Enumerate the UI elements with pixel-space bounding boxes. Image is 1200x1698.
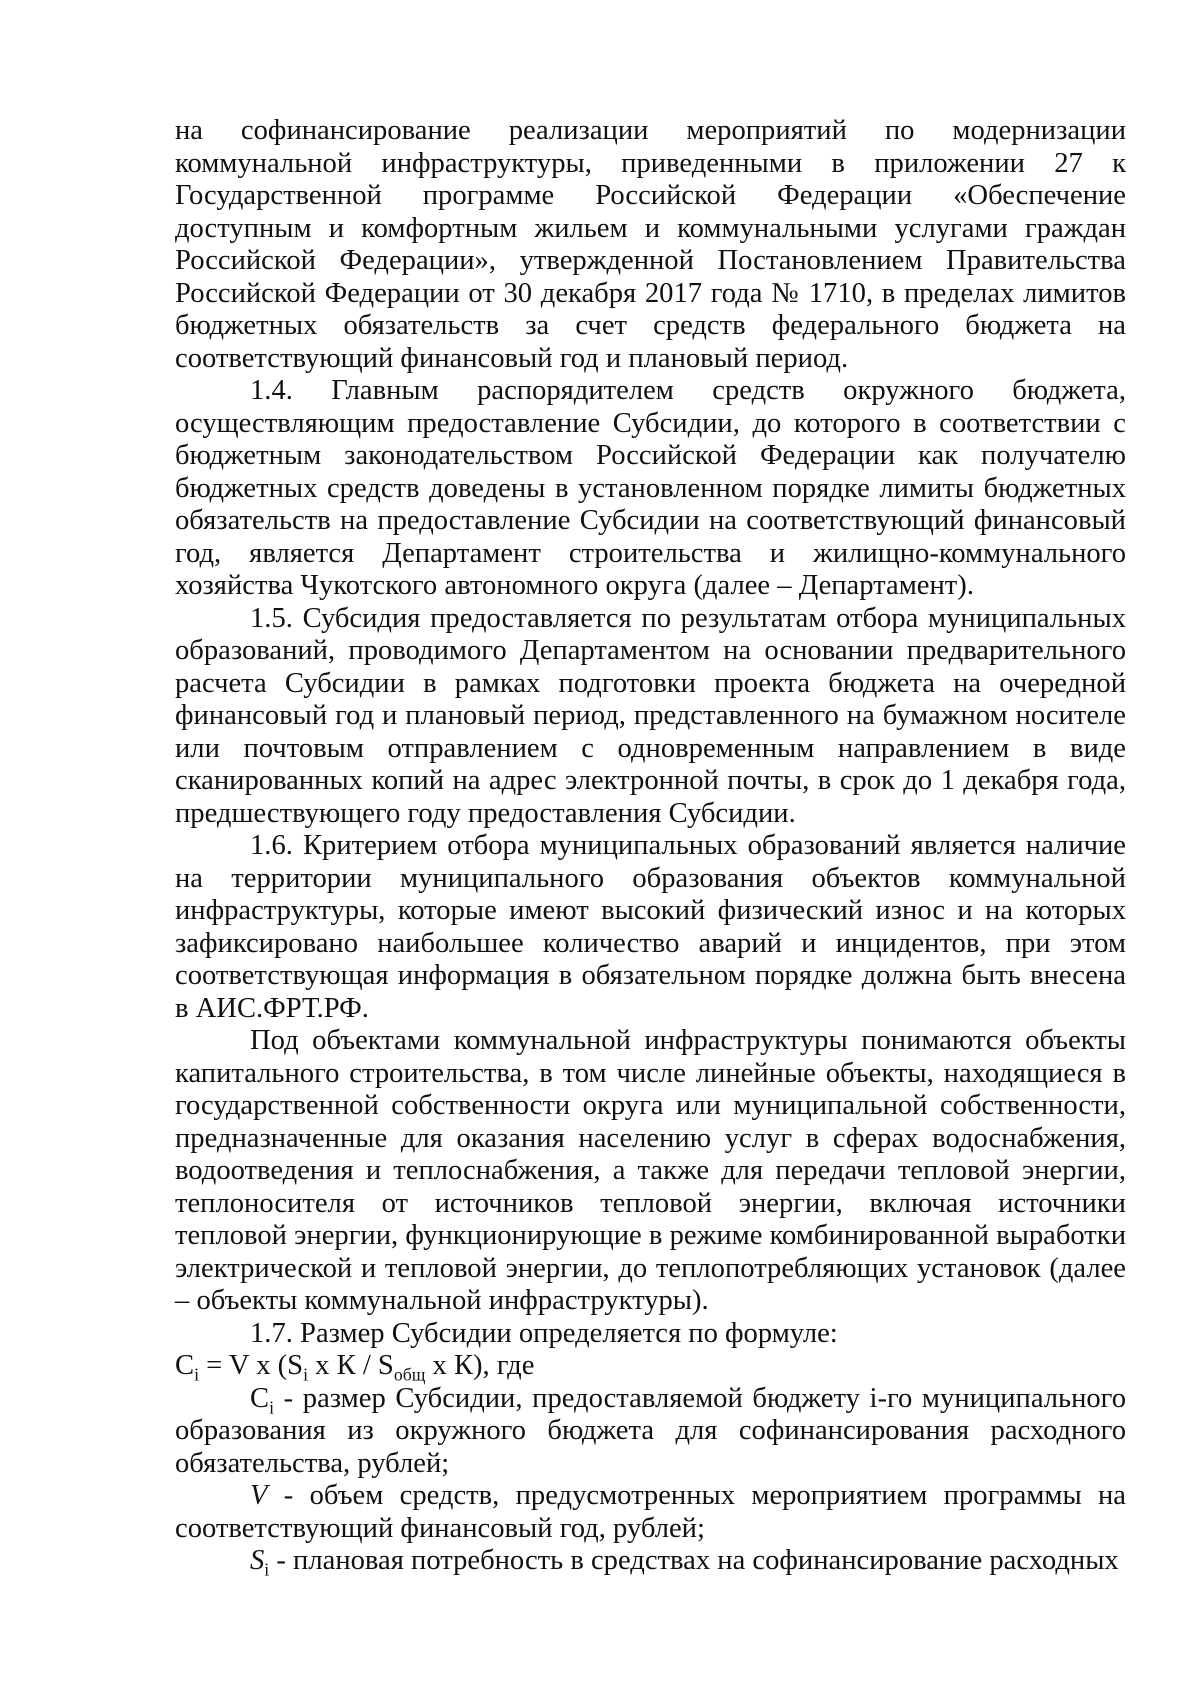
definition-ci-text: - размер Субсидии, предоставляемой бюджету i-го муниципального образования из окружного бюджета для софинансирования расходного обязательства, рублей; <box>175 1382 1126 1479</box>
definition-v-symbol: V <box>250 1480 268 1511</box>
paragraph-continuation: на софинансирование реализации мероприятий по модернизации коммунальной инфраструктуры, приведенными в приложении 27 к Государственной программе Российской Федерации «Обеспечение доступным и комфортным жильем и коммунальными услугами граждан Российской Федерации», утвержденной Постановлением Правительства Российской Федерации от 30 декабря 2017 года № 1710, в пределах лимитов бюджетных обязательств за счет средств федерального бюджета на соответствующий финансовый год и плановый период. <box>175 115 1126 374</box>
subsidy-formula <box>175 1350 1126 1383</box>
definition-si-subscript: i <box>264 1559 270 1580</box>
paragraph-1-6: 1.6. Критерием отбора муниципальных образований является наличие на территории муниципального образования объектов коммунальной инфраструктуры, которые имеют высокий физический износ и на которых зафиксировано наибольшее количество аварий и инцидентов, при этом соответствующая информация в обязательном порядке должна быть внесена в АИС.ФРТ.РФ. <box>175 830 1126 1024</box>
paragraph-infrastructure-definition: Под объектами коммунальной инфраструктуры понимаются объекты капитального строительства, в том числе линейные объекты, находящиеся в государственной собственности округа или муниципальной собственности, предназначенные для оказания населению услуг в сферах водоснабжения, водоотведения и теплоснабжения, а также для передачи тепловой энергии, теплоносителя от источников тепловой энергии, включая источники тепловой энергии, функционирующие в режиме комбинированной выработки электрической и тепловой энергии, до теплопотребляющих установок (далее – объекты коммунальной инфраструктуры). <box>175 1025 1126 1316</box>
formula-eq: = V x (S <box>199 1350 304 1381</box>
definition-v <box>175 1480 1126 1545</box>
document-page <box>175 115 1126 1578</box>
definition-ci-symbol: С <box>250 1382 270 1414</box>
definition-ci <box>175 1383 1126 1481</box>
formula-mid: x К / S <box>308 1350 394 1381</box>
definition-si-text: - плановая потребность в средствах на софинансирование расходных <box>269 1545 1119 1576</box>
definition-v-text: - объем средств, предусмотренных мероприятием программы на соответствующий финансовый год, рублей; <box>175 1480 1126 1544</box>
definition-ci-subscript: i <box>269 1397 275 1418</box>
paragraph-1-7: 1.7. Размер Субсидии определяется по формуле: <box>250 1317 838 1349</box>
definition-si-symbol: S <box>250 1545 265 1576</box>
formula-s-total-subscript: общ <box>393 1364 426 1385</box>
formula-tail: x К), где <box>425 1350 535 1381</box>
definition-si <box>175 1545 1126 1578</box>
formula-c-subscript: i <box>194 1364 200 1385</box>
paragraph-1-4: 1.4. Главным распорядителем средств окружного бюджета, осуществляющим предоставление Субсидии, до которого в соответствии с бюджетным законодательством Российской Федерации как получателю бюджетных средств доведены в установленном порядке лимиты бюджетных обязательств на предоставление Субсидии на соответствующий финансовый год, является Департамент строительства и жилищно-коммунального хозяйства Чукотского автономного округа (далее – Департамент). <box>175 375 1126 601</box>
formula-s-subscript: i <box>303 1364 309 1385</box>
formula-c: C <box>175 1350 195 1381</box>
paragraph-1-5: 1.5. Субсидия предоставляется по результатам отбора муниципальных образований, проводимого Департаментом на основании предварительного расчета Субсидии в рамках подготовки проекта бюджета на очередной финансовый год и плановый период, представленного на бумажном носителе или почтовым отправлением с одновременным направлением в виде сканированных копий на адрес электронной почты, в срок до 1 декабря года, предшествующего году предоставления Субсидии. <box>175 602 1126 829</box>
